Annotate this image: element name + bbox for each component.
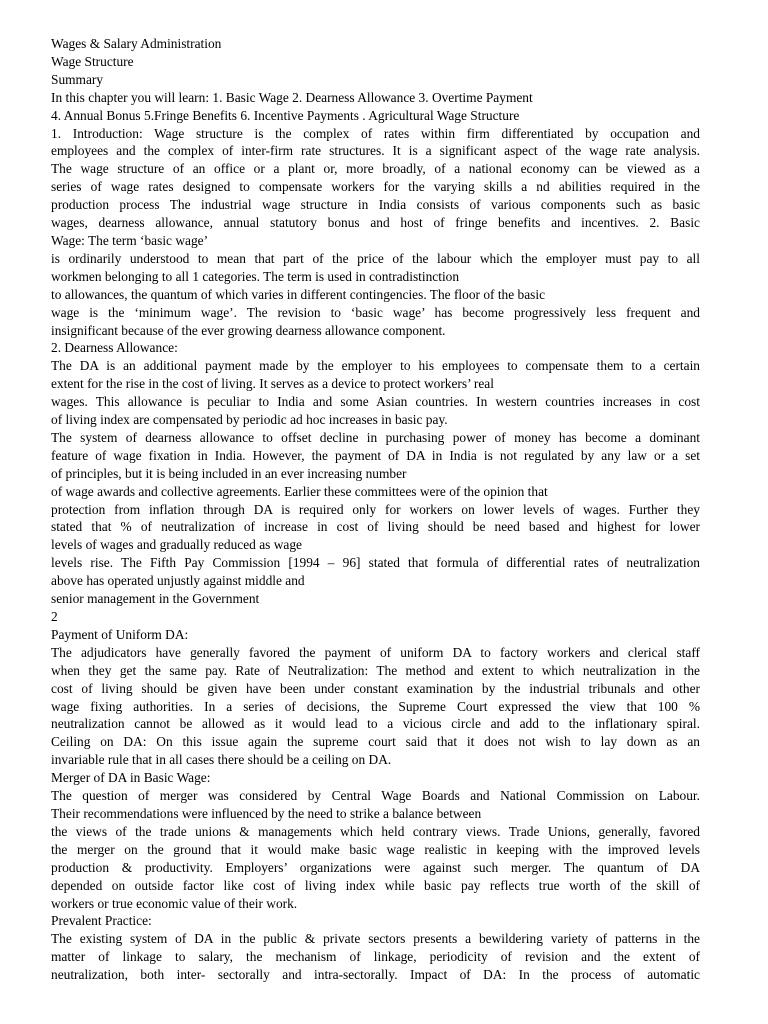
text-line: workers or true economic value of their work.: [51, 895, 298, 911]
text-line: 4. Annual Bonus 5.Fringe Benefits 6. Incentive Payments . Agricultural Wage Structure: [51, 107, 520, 123]
text-line: wage fixing authorities. In a series of decisions, the Supreme Court expressed the view that 100 %: [51, 698, 700, 714]
text-line: In this chapter you will learn: 1. Basic Wage 2. Dearness Allowance 3. Overtime Payment: [51, 89, 533, 105]
text-line: The wage structure of an office or a plant or, more broadly, of a national economy can be viewed as a: [51, 161, 700, 177]
text-line: insignificant because of the ever growing dearness allowance component.: [51, 322, 446, 338]
text-line: production process The industrial wage structure in India consists of various components such as basic: [51, 197, 700, 213]
text-line: the views of the trade unions & managements which held contrary views. Trade Unions, generally, favored: [51, 823, 700, 839]
text-line: senior management in the Government: [51, 591, 260, 607]
text-line: neutralization cannot be allowed as it would lead to a vicious circle and add to the inflationary spiral.: [51, 716, 700, 732]
text-line: Payment of Uniform DA:: [51, 626, 189, 642]
text-line: The DA is an additional payment made by the employer to his employees to compensate them to a certain: [51, 358, 700, 374]
text-line: Their recommendations were influenced by the need to strike a balance between: [51, 805, 482, 821]
text-line: when they get the same pay. Rate of Neutralization: The method and extent to which neutralization in the: [51, 662, 700, 678]
text-line: Wages & Salary Administration: [51, 36, 222, 51]
text-line: above has operated unjustly against middle and: [51, 573, 305, 589]
text-line: the merger on the ground that it would make basic wage realistic in keeping with the improved levels: [51, 841, 700, 857]
text-line: 1. Introduction: Wage structure is the complex of rates within firm differentiated by occupation and: [51, 125, 700, 141]
text-line: 2. Dearness Allowance:: [51, 340, 178, 356]
text-line: levels of wages and gradually reduced as wage: [51, 537, 302, 553]
text-line: wages. This allowance is peculiar to India and some Asian countries. In western countries increases in cost: [51, 394, 700, 410]
text-line: is ordinarily understood to mean that part of the price of the labour which the employer must pay to all: [51, 250, 700, 266]
text-line: protection from inflation through DA is required only for workers on lower levels of wages. Further they: [51, 501, 700, 517]
text-line: to allowances, the quantum of which varies in different contingencies. The floor of the basic: [51, 286, 546, 302]
text-line: extent for the rise in the cost of living. It serves as a device to protect workers’ real: [51, 376, 494, 392]
text-line: neutralization, both inter- sectorally and intra-sectorally. Impact of DA: In the process of automatic: [51, 967, 700, 983]
text-line: The system of dearness allowance to offset decline in purchasing power of money has become a dominant: [51, 429, 700, 445]
document-page: [51, 35, 700, 984]
text-line: production & productivity. Employers’ organizations were against such merger. The quantum of DA: [51, 859, 700, 875]
text-line: series of wage rates designed to compensate workers for the varying skills a nd abilities required in the: [51, 179, 700, 195]
text-line: of living index are compensated by periodic ad hoc increases in basic pay.: [51, 412, 448, 428]
text-line: feature of wage fixation in India. However, the payment of DA in India is not regulated by any law or a set: [51, 447, 700, 463]
text-line: The existing system of DA in the public & private sectors presents a bewildering variety of patterns in the: [51, 931, 700, 947]
text-line: invariable rule that in all cases there should be a ceiling on DA.: [51, 752, 392, 768]
text-line: matter of linkage to salary, the mechanism of linkage, periodicity of revision and the extent of: [51, 949, 700, 965]
text-line: of principles, but it is being included in an ever increasing number: [51, 465, 407, 481]
text-line: levels rise. The Fifth Pay Commission [1994 – 96] stated that formula of differential rates of neutralization: [51, 555, 700, 571]
text-line: Wage Structure: [51, 53, 134, 69]
text-line: cost of living should be given have been under constant examination by the industrial tribunals and other: [51, 680, 700, 696]
text-line: Summary: [51, 71, 104, 87]
text-line: workmen belonging to all 1 categories. The term is used in contradistinction: [51, 268, 460, 284]
text-line: 2: [51, 609, 58, 624]
text-line: wages, dearness allowance, annual statutory bonus and host of fringe benefits and incentives. 2. Basic: [51, 215, 700, 231]
text-line: employees and the complex of inter-firm rate structures. It is a significant aspect of the wage rate analysis.: [51, 143, 700, 159]
text-line: depended on outside factor like cost of living index while basic pay reflects true worth of the skill of: [51, 877, 700, 893]
text-line: Merger of DA in Basic Wage:: [51, 770, 211, 786]
text-line: The adjudicators have generally favored the payment of uniform DA to factory workers and clerical staff: [51, 644, 700, 660]
text-line: stated that % of neutralization of increase in cost of living should be need based and highest for lower: [51, 519, 700, 535]
text-line: The question of merger was considered by Central Wage Boards and National Commission on Labour.: [51, 788, 700, 804]
text-line: wage is the ‘minimum wage’. The revision to ‘basic wage’ has become progressively less frequent and: [51, 304, 700, 320]
text-line: of wage awards and collective agreements. Earlier these committees were of the opinion that: [51, 483, 548, 499]
text-line: Ceiling on DA: On this issue again the supreme court said that it does not wish to lay down as an: [51, 734, 700, 750]
text-line: Wage: The term ‘basic wage’: [51, 232, 209, 248]
text-line: Prevalent Practice:: [51, 913, 152, 929]
